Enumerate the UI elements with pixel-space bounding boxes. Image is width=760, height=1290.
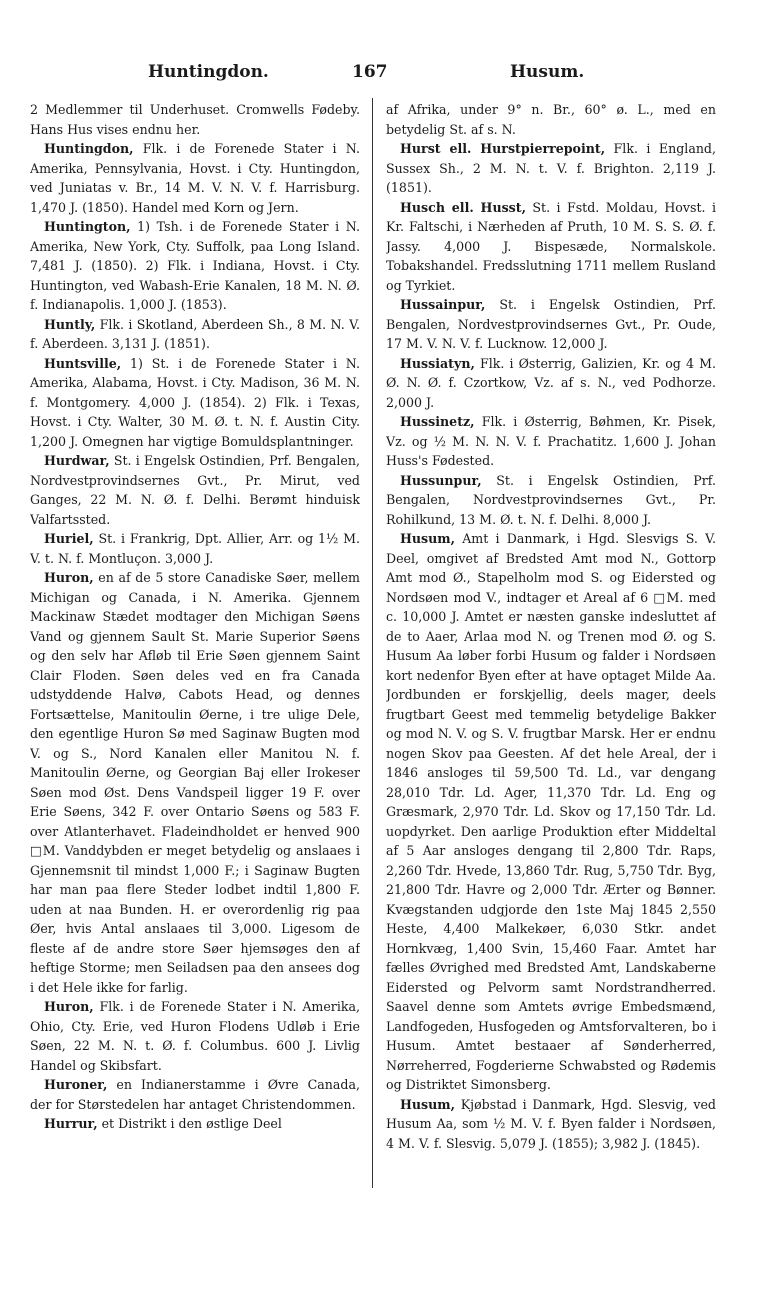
entry-headword: Hurdwar, [44,453,110,468]
entry-text: St. i Frankrig, Dpt. Allier, Arr. og 1½ M. V. t. N. f. Montluçon. 3,000 J. [30,531,360,566]
entry-text: St. i Engelsk Ostindien, Prf. Bengalen, Nordvestprovindsernes Gvt., Pr. Rohilkund, 13 M. Ø. t. N. f. Delhi. 8,000 J. [386,472,716,527]
entry [386,100,716,139]
entry [30,451,360,529]
entry-headword: Huntingdon, [44,141,134,156]
page-number: 167 [352,62,388,82]
entry-headword: Huntsville, [44,355,122,371]
entry [30,100,360,139]
entry-headword: Hussainpur, [400,297,486,312]
entry-text: St. i Engelsk Ostindien, Prf. Bengalen, Nordvestprovindsernes Gvt., Pr. Oude, 17 M. V. N. V. f. Lucknow. 12,000 J. [386,297,716,351]
entry [386,471,716,530]
entry [30,568,360,997]
entry-headword: Husum, [400,531,456,546]
entry-text: Kjøbstad i Danmark, Hgd. Slesvig, ved Husum Aa, som ½ M. V. f. Byen falder i Nordsøen, 4 M. V. f. Slesvig. 5,079 J. (1855); 3,982 J. (1845). [386,1096,716,1151]
entry-headword: Huntly, [44,316,96,332]
running-head-left: Huntingdon. [148,62,269,82]
entry-headword: Hussinetz, [400,414,475,429]
left-column [30,100,360,1270]
entry [30,217,360,315]
entry [386,198,716,296]
entry-headword: Husch ell. Husst, [400,199,526,215]
entry-headword: Hussunpur, [400,472,482,488]
entry-text: Flk. i Østerrig, Bøhmen, Kr. Pisek, Vz. og ½ M. N. N. V. f. Prachatitz. 1,600 J. Johan Huss's Fødested. [386,414,716,468]
running-head-right: Husum. [510,62,585,82]
page-header [0,62,760,88]
entry-text: 2 Medlemmer til Underhuset. Cromwells Fødeby. Hans Hus vises endnu her. [30,102,360,137]
entry-text: Flk. i Skotland, Aberdeen Sh., 8 M. N. V. f. Aberdeen. 3,131 J. (1851). [30,316,360,351]
entry-headword: Hurrur, [44,1116,98,1131]
column-divider [372,98,373,1188]
entry-headword: Huron, [44,570,94,585]
entry [386,354,716,413]
entry-headword: Huriel, [44,531,94,546]
entry-text: Flk. i de Forenede Stater i N. Amerika, Ohio, Cty. Erie, ved Huron Flodens Udløb i Erie Søen, 22 M. N. t. Ø. f. Columbus. 600 J. Livlig Handel og Skibsfart. [30,999,360,1073]
entry [30,529,360,568]
entry-text: Flk. i de Forenede Stater i N. Amerika, Pennsylvania, Hovst. i Cty. Huntingdon, ved Juniatas v. Br., 14 M. V. N. V. f. Harrisburg. 1,470 J. (1850). Handel med Korn og Jern. [30,141,360,215]
entry [386,295,716,354]
entry-text: Amt i Danmark, i Hgd. Slesvigs S. V. Deel, omgivet af Bredsted Amt mod N., Gottorp Amt mod Ø., Stapelholm mod S. og Eidersted og Nordsøen mod V., indtager et Areal af 6 □M. med c. 10,000 J. Amtet er næsten ganske indesluttet af de to Aaer, Arlaa mod N. og Trenen mod Ø. og S. Husum Aa løber forbi Husum og falder i Nordsøen kort nedenfor Byen efter at have optaget Milde Aa. Jordbunden er forskjellig, deels mager, deels frugtbart Geest med temmelig betydelige Bakker og mod N. V. og S. V. frugtbar Marsk. Her er endnu nogen Skov paa Geesten. Af det hele Areal, der i 1846 ansloges til 59,500 Td. Ld., var dengang 28,010 Tdr. Ld. Ager, 11,370 Tdr. Ld. Eng og Græsmark, 2,970 Tdr. Ld. Skov og 17,150 Tdr. Ld. uopdyrket. Den aarlige Produktion efter Middeltal af 5 Aar ansloges dengang til 2,800 Tdr. Raps, 2,260 Tdr. Hvede, 13,860 Tdr. Rug, 5,750 Tdr. Byg, 21,800 Tdr. Havre og 2,000 Tdr. Ærter og Bønner. Kvægstanden udgjorde den 1ste Maj 1845 2,550 Heste, 4,400 Malkekøer, 6,030 Stkr. andet Hornkvæg, 1,400 Svin, 15,460 Faar. Amtet har fælles Øvrighed med Bredsted Amt, Landskaberne Eidersted og Pelvorm samt Nordstrandherred. Saavel denne som Amtets øvrige Embedsmænd, Landfogeden, Husfogeden og Amtsforvalteren, bo i Husum. Amtet bestaaer af Sønderherred, Nørreherred, Fogderierne Schwabsted og Rødemis og Distriktet Simonsberg. [386,531,716,1092]
entry-headword: Huron, [44,999,94,1014]
entry-text: en Indianerstamme i Øvre Canada, der for Størstedelen har antaget Christendommen. [30,1077,360,1112]
entry [30,1075,360,1114]
entry [30,354,360,452]
entry [386,1095,716,1154]
entry-headword: Huntington, [44,219,131,234]
entry-text: 1) St. i de Forenede Stater i N. Amerika, Alabama, Hovst. i Cty. Madison, 36 M. N. f. Montgomery. 4,000 J. (1854). 2) Flk. i Texas, Hovst. i Cty. Walter, 30 M. Ø. t. N. f. Austin City. 1,200 J. Omegnen har vigtige Bomuldsplantninger. [30,355,360,449]
entry-text: St. i Fstd. Moldau, Hovst. i Kr. Faltschi, i Nærheden af Pruth, 10 M. S. S. Ø. f. Jassy. 4,000 J. Bispesæde, Normalskole. Tobakshandel. Fredsslutning 1711 mellem Rusland og Tyrkiet. [386,199,716,293]
right-column [386,100,716,1270]
entry-text: Flk. i England, Sussex Sh., 2 M. N. t. V. f. Brighton. 2,119 J. (1851). [386,141,716,195]
entry-text: et Distrikt i den østlige Deel [97,1116,282,1131]
entry [30,1114,360,1134]
entry-text: en af de 5 store Canadiske Søer, mellem Michigan og Canada, i N. Amerika. Gjennem Mackinaw Stædet modtager den Michigan Søens Vand og gjennem Sault St. Marie Superior Søens og den selv har Afløb til Erie Søen gjennem Saint Clair Floden. Søen deles ved en fra Canada udstyddende Halvø, Cabots Head, og dennes Fortsættelse, Manitoulin Øerne, i tre ulige Dele, den egentlige Huron Sø med Saginaw Bugten mod V. og S., Nord Kanalen eller Manitou N. f. Manitoulin Øerne, og Georgian Baj eller Irokeser Søen mod Øst. Dens Vandspeil ligger 19 F. over Erie Søens, 342 F. over Ontario Søens og 583 F. over Atlanterhavet. Fladeindholdet er henved 900 □M. Vanddybden er meget betydelig og anslaaes i Gjennemsnit til mindst 1,000 F.; i Saginaw Bugten har man paa flere Steder lodbet indtil 1,800 F. uden at naa Bunden. H. er overordenlig rig paa Øer, hvis Antal anslaaes til 3,000. Ligesom de fleste af de andre store Søer hjemsøges den af heftige Storme; men Seiladsen paa den ansees dog i det Hele ikke for farlig. [30,570,360,995]
entry [30,315,360,354]
entry [30,997,360,1075]
entry-text: St. i Engelsk Ostindien, Prf. Bengalen, Nordvestprovindsernes Gvt., Pr. Mirut, ved Ganges, 22 M. N. Ø. f. Delhi. Berømt hinduisk Valfartssted. [30,453,360,527]
entry [30,139,360,217]
entry-headword: Huroner, [44,1077,108,1092]
entry-headword: Hussiatyn, [400,355,475,371]
entry-text: Flk. i Østerrig, Galizien, Kr. og 4 M. Ø. N. Ø. f. Czortkow, Vz. af s. N., ved Podhorze. 2,000 J. [386,355,716,410]
entry-text: 1) Tsh. i de Forenede Stater i N. Amerika, New York, Cty. Suffolk, paa Long Island. 7,481 J. (1850). 2) Flk. i Indiana, Hovst. i Cty. Huntington, ved Wabash-Erie Kanalen, 18 M. N. Ø. f. Indianapolis. 1,000 J. (1853). [30,219,360,312]
entry-headword: Hurst ell. Hurstpierrepoint, [400,141,606,156]
entry-headword: Husum, [400,1096,456,1112]
entry [386,139,716,198]
entry [386,412,716,471]
entry-text: af Afrika, under 9° n. Br., 60° ø. L., med en betydelig St. af s. N. [386,102,716,137]
entry [386,529,716,1095]
